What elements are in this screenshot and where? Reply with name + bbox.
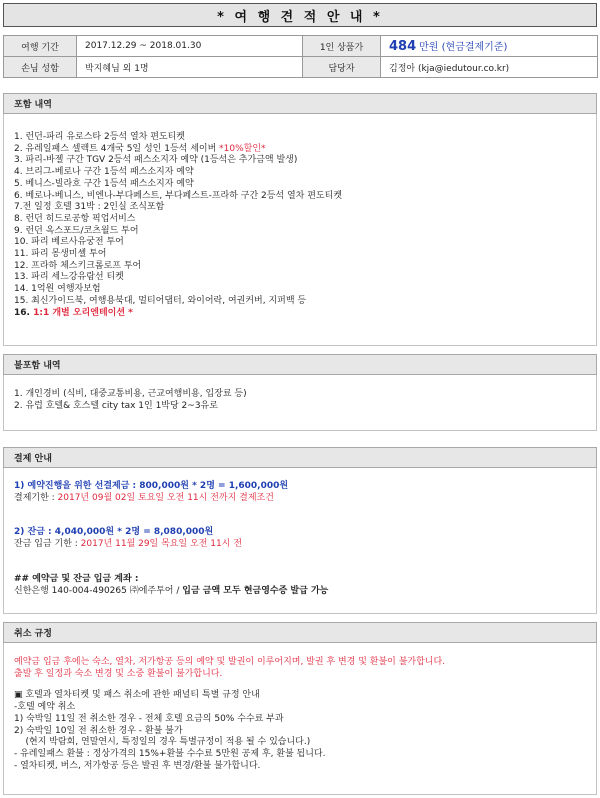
cancel-section	[3, 643, 597, 795]
customer-value: 박지혜님 외 1명	[77, 57, 303, 78]
account-note: 입금 금액 모두 현금영수증 발급 가능	[182, 585, 329, 596]
customer-label: 손님 성함	[4, 57, 77, 78]
cancel-warning: 출발 후 일정과 숙소 변경 및 소중 환불이 불가합니다.	[14, 668, 223, 679]
payment-section	[3, 468, 597, 614]
account-value: 신한은행 140-004-490265 ㈜에주투어 /	[14, 585, 183, 596]
list-item	[14, 144, 596, 156]
list-item: 9. 런던 옥스포드/코츠월드 투어	[14, 225, 139, 236]
deposit-deadline-label: 결제기한 :	[14, 492, 58, 503]
list-item: 1. 런던-파리 유로스타 2등석 열차 편도티켓	[14, 132, 185, 142]
period-label: 여행 기간	[4, 36, 77, 57]
list-item: 5. 베니스-빌라흐 구간 1등석 패스소지자 예약	[14, 178, 194, 189]
payment-heading: 결제 안내	[3, 447, 597, 468]
cancel-rule: 1) 숙박일 11일 전 취소한 경우 - 전체 호텔 요금의 50% 수수료 부과	[14, 713, 284, 724]
list-item: 8. 런던 히드로공항 픽업서비스	[14, 213, 136, 224]
list-item: 1. 개인경비 (식비, 대중교통비용, 근교여행비용, 입장료 등)	[14, 389, 247, 399]
price-value	[381, 36, 598, 57]
period-value: 2017.12.29 ~ 2018.01.30	[77, 36, 303, 57]
discount-note: *10%할인*	[216, 143, 266, 154]
list-item: 10. 파리 베르사유궁전 투어	[14, 237, 124, 248]
list-item: 7.전 일정 호텔 31박 : 2인실 조식포함	[14, 202, 165, 213]
list-item: 4. 브리그-베로나 구간 1등석 패스소지자 예약	[14, 167, 194, 178]
cancel-rule: (현지 박람회, 연말연시, 특정일의 경우 특별규정이 적용 될 수 있습니다.)	[14, 737, 311, 748]
price-number: 484	[389, 39, 417, 54]
list-item: 13. 파리 세느강유람선 티켓	[14, 272, 124, 283]
trip-info-table	[3, 35, 598, 78]
cancel-rule: - 열차티켓, 버스, 저가항공 등은 발권 후 변경/환불 불가합니다.	[14, 760, 261, 771]
cancel-warning: 예약금 입금 후에는 숙소, 열차, 저가항공 등의 예약 및 발권이 이루어지며, 발권 후 변경 및 환불이 불가합니다.	[14, 657, 446, 667]
balance-deadline-value: 2017년 11월 29일 목요일 오전 11시 전	[80, 539, 243, 550]
list-item: 11. 파리 몽생미셸 투어	[14, 249, 107, 260]
cancel-rule: - 유레일패스 환불 : 정상가격의 15%+환불 수수료 5만원 공제 후, 환불 됩니다.	[14, 748, 326, 759]
cancel-heading: 취소 규정	[3, 622, 597, 643]
deposit-deadline	[14, 493, 596, 505]
cancel-rule: ▣ 호텔과 열차티켓 및 패스 취소에 관한 패널티 특별 규정 안내	[14, 690, 260, 701]
deposit-line: 1) 예약진행을 위한 선결제금 : 800,000원 * 2명 = 1,600,000원	[14, 481, 289, 491]
account-heading: ## 예약금 및 잔금 입금 계좌 :	[14, 573, 139, 584]
list-item: 14. 1억원 여행자보험	[14, 284, 101, 295]
balance-deadline-label: 잔금 입금 기한 :	[14, 539, 81, 550]
manager-value: 김정아 (kja@iedutour.co.kr)	[381, 57, 598, 78]
list-item-number: 16.	[14, 307, 34, 318]
account-info	[14, 586, 596, 598]
list-item: 3. 파리-바젤 구간 TGV 2등석 패스소지자 예약 (1등석은 추가금액 발생)	[14, 155, 298, 166]
cancel-rule: -호텔 예약 취소	[14, 702, 76, 713]
price-text: 만원 (현금결제기준)	[419, 42, 508, 53]
balance-line: 2) 잔금 : 4,040,000원 * 2명 = 8,080,000원	[14, 527, 214, 538]
list-item	[14, 308, 596, 320]
page-title: * 여 행 견 적 안 내 *	[3, 3, 597, 27]
list-item: 12. 프라하 체스키크롬로프 투어	[14, 260, 142, 271]
list-item: 6. 베로나-베니스, 비엔나-부다페스트, 부다페스트-프라하 구간 2등석 열차 편도티켓	[14, 190, 343, 201]
included-heading: 포함 내역	[3, 93, 597, 114]
list-item-text: 2. 유레일패스 셀렉트 4개국 5일 성인 1등석 세이버	[14, 143, 217, 154]
price-label: 1인 상품가	[303, 36, 381, 57]
deposit-deadline-value: 2017년 09월 02일 토요일 오전 11시 전까지 결제조건	[57, 492, 274, 503]
orientation-item: 1:1 개별 오리엔테이션 *	[33, 307, 133, 318]
balance-deadline	[14, 539, 596, 551]
list-item: 2. 유럽 호텔& 호스텔 city tax 1인 1박당 2~3유로	[14, 400, 218, 411]
list-item: 15. 최신가이드북, 여행용북대, 멀티어댑터, 와이어락, 여권커버, 지퍼백 등	[14, 295, 307, 306]
cancel-rule: 2) 숙박일 10일 전 취소한 경우 - 환불 불가	[14, 725, 183, 736]
manager-label: 담당자	[303, 57, 381, 78]
excluded-heading: 불포함 내역	[3, 354, 597, 375]
included-section	[3, 114, 597, 346]
excluded-section	[3, 375, 597, 431]
